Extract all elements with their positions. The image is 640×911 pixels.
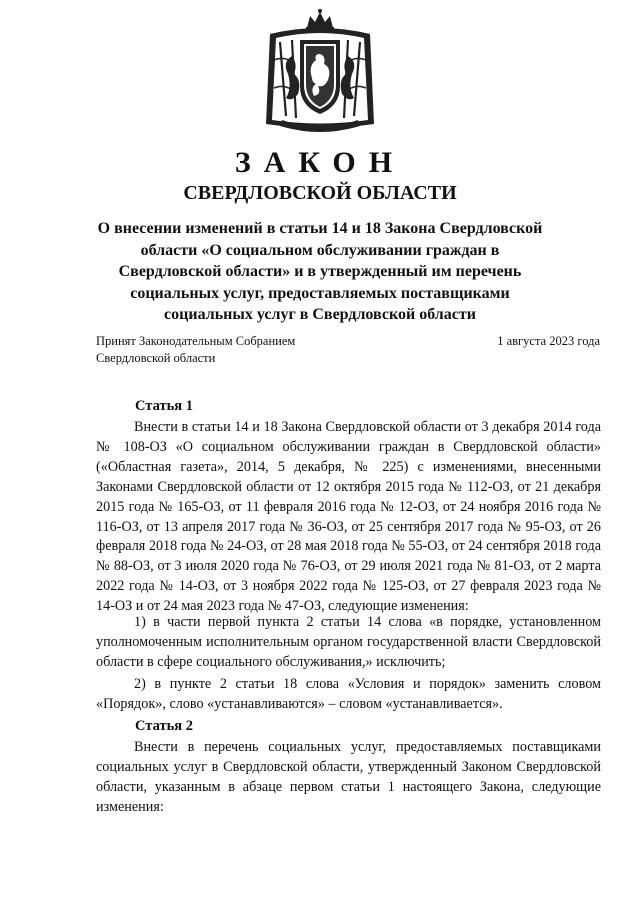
article-1-intro: Внести в статьи 14 и 18 Закона Свердловской области от 3 декабря 2014 года № 108-ОЗ «О социальном обслуживании граждан в Свердловской области» («Областная газета», 2014, 5 декабря, № 225) с изменениями, внесенными Законами Свердловской области от 12 октября 2015 года № 112-ОЗ, от 21 декабря 2015 года № 165-ОЗ, от 11 февраля 2016 года № 12-ОЗ, от 24 ноября 2016 года № 116-ОЗ, от 13 апреля 2017 года № 36-ОЗ, от 25 сентября 2017 года № 95-ОЗ, от 26 февраля 2018 года № 24-ОЗ, от 28 мая 2018 года № 55-ОЗ, от 24 сентября 2018 года № 88-ОЗ, от 3 июля 2020 года № 76-ОЗ, от 29 июля 2021 года № 81-ОЗ, от 2 марта 2022 года № 14-ОЗ, от 3 ноября 2022 года № 125-ОЗ, от 27 февраля 2023 года № 14-ОЗ и от 24 мая 2023 года № 47-ОЗ, следующие изменения: [96,419,601,615]
adopted-by-line-2: Свердловской области [96,351,216,365]
adoption-date: 1 августа 2023 года [497,334,600,348]
law-subject-title: О внесении изменений в статьи 14 и 18 Закона Свердловской области «О социальном обслуживании граждан в Свердловской области» и в утвержденный им перечень социальных услуг, предоставляемых поставщиками социальных услуг в Свердловской области [97,220,543,324]
adopted-by-line-1: Принят Законодательным Собранием [96,334,296,348]
article-1-heading: Статья 1 [135,398,193,414]
region-title: СВЕРДЛОВСКОЙ ОБЛАСТИ [183,182,457,204]
article-2-heading: Статья 2 [135,718,193,734]
adopted-by [96,333,356,367]
law-title: ЗАКОН [234,146,406,179]
coat-of-arms-emblem [262,8,378,136]
article-2-intro: Внести в перечень социальных услуг, предоставляемых поставщиками социальных услуг в Свердловской области, утвержденный Законом Свердловской области, указанным в абзаце первом статьи 1 настоящего Закона, следующие изменения: [96,739,601,815]
article-1-item-1: 1) в части первой пункта 2 статьи 14 слова «в порядке, установленном уполномоченным исполнительным органом государственной власти Свердловской области в сфере социального обслуживания,» исключить; [96,614,601,670]
article-1-item-2: 2) в пункте 2 статьи 18 слова «Условия и порядок» заменить словом «Порядок», слово «устанавливаются» – словом «устанавливается». [96,676,601,712]
